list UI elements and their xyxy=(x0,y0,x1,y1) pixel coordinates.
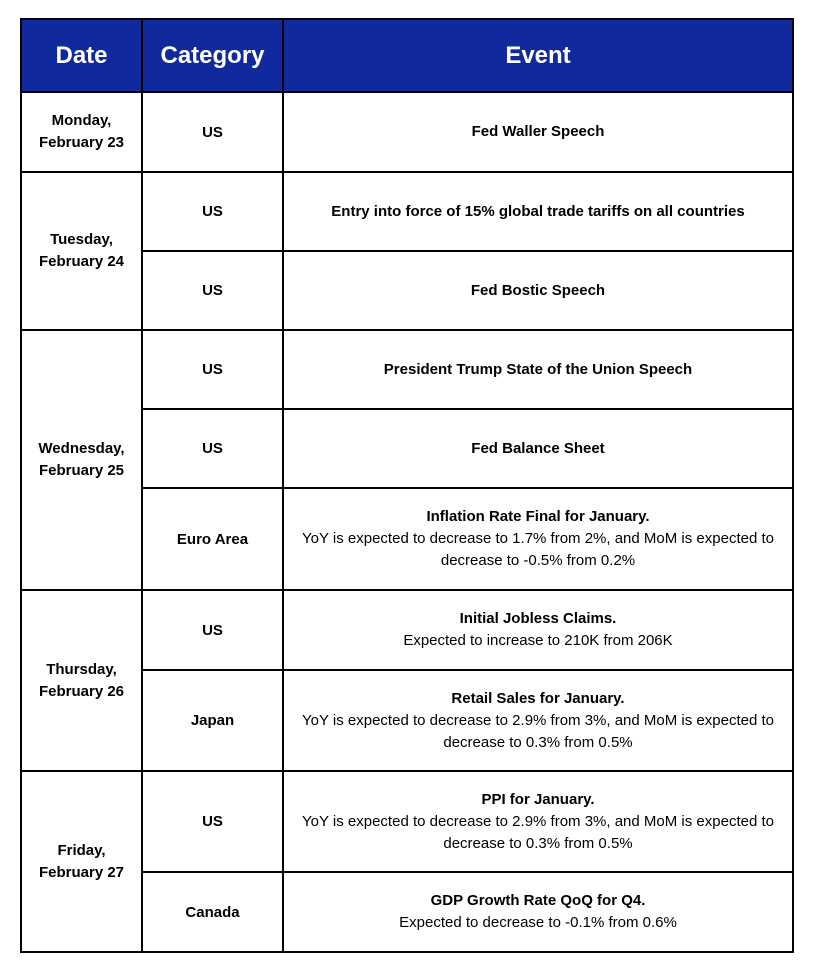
event-detail: YoY is expected to decrease to 2.9% from 3%, and MoM is expected to decrease to 0.3% from 0.5% xyxy=(302,711,774,751)
event-title: PPI for January. xyxy=(481,790,595,808)
date-weekday: Monday, xyxy=(51,112,112,129)
event-detail: Expected to increase to 210K from 206K xyxy=(403,632,673,649)
event-title: Entry into force of 15% global trade tariffs on all countries xyxy=(331,202,745,220)
date-day: February 24 xyxy=(38,253,125,270)
event-detail: YoY is expected to decrease to 1.7% from 2%, and MoM is expected to decrease to -0.5% from 0.2% xyxy=(302,530,774,569)
category-cell: US xyxy=(142,92,283,172)
event-cell xyxy=(283,92,793,172)
category-cell: US xyxy=(142,409,283,488)
table-row xyxy=(21,590,793,670)
economic-calendar-table xyxy=(20,18,794,953)
category-cell: US xyxy=(142,330,283,409)
date-weekday: Tuesday, xyxy=(50,231,113,248)
date-cell xyxy=(21,172,142,330)
event-title: Fed Waller Speech xyxy=(471,123,605,140)
category-cell: Japan xyxy=(142,670,283,771)
event-title: Fed Balance Sheet xyxy=(471,439,605,457)
date-day: February 26 xyxy=(38,682,125,700)
table-row xyxy=(21,172,793,251)
event-cell xyxy=(283,172,793,251)
category-cell: US xyxy=(142,771,283,872)
date-day: February 25 xyxy=(38,462,125,479)
table-row xyxy=(21,771,793,872)
event-title: President Trump State of the Union Speech xyxy=(383,360,693,378)
date-cell xyxy=(21,771,142,952)
event-cell xyxy=(283,670,793,771)
event-title: Inflation Rate Final for January. xyxy=(426,508,650,525)
event-cell xyxy=(283,771,793,872)
event-cell xyxy=(283,251,793,330)
header-row xyxy=(21,19,793,92)
event-cell xyxy=(283,409,793,488)
event-title: GDP Growth Rate QoQ for Q4. xyxy=(430,892,646,909)
date-cell xyxy=(21,330,142,590)
category-cell: US xyxy=(142,590,283,670)
category-cell: Euro Area xyxy=(142,488,283,590)
date-weekday: Friday, xyxy=(57,841,106,859)
event-cell xyxy=(283,330,793,409)
category-cell: US xyxy=(142,251,283,330)
event-title: Fed Bostic Speech xyxy=(470,281,606,299)
date-cell xyxy=(21,590,142,771)
header-event: Event xyxy=(283,19,793,92)
date-cell xyxy=(21,92,142,172)
table-row xyxy=(21,92,793,172)
table-row xyxy=(21,330,793,409)
category-cell: US xyxy=(142,172,283,251)
event-cell xyxy=(283,872,793,952)
header-category: Category xyxy=(142,19,283,92)
date-day: February 27 xyxy=(38,863,125,881)
event-cell xyxy=(283,590,793,670)
header-date: Date xyxy=(21,19,142,92)
event-title: Initial Jobless Claims. xyxy=(459,610,617,627)
date-weekday: Wednesday, xyxy=(38,440,125,457)
event-title: Retail Sales for January. xyxy=(451,689,625,707)
event-cell xyxy=(283,488,793,590)
date-day: February 23 xyxy=(38,134,125,151)
event-detail: YoY is expected to decrease to 2.9% from 3%, and MoM is expected to decrease to 0.3% from 0.5% xyxy=(302,812,774,852)
date-weekday: Thursday, xyxy=(46,660,117,678)
category-cell: Canada xyxy=(142,872,283,952)
event-detail: Expected to decrease to -0.1% from 0.6% xyxy=(399,914,677,931)
